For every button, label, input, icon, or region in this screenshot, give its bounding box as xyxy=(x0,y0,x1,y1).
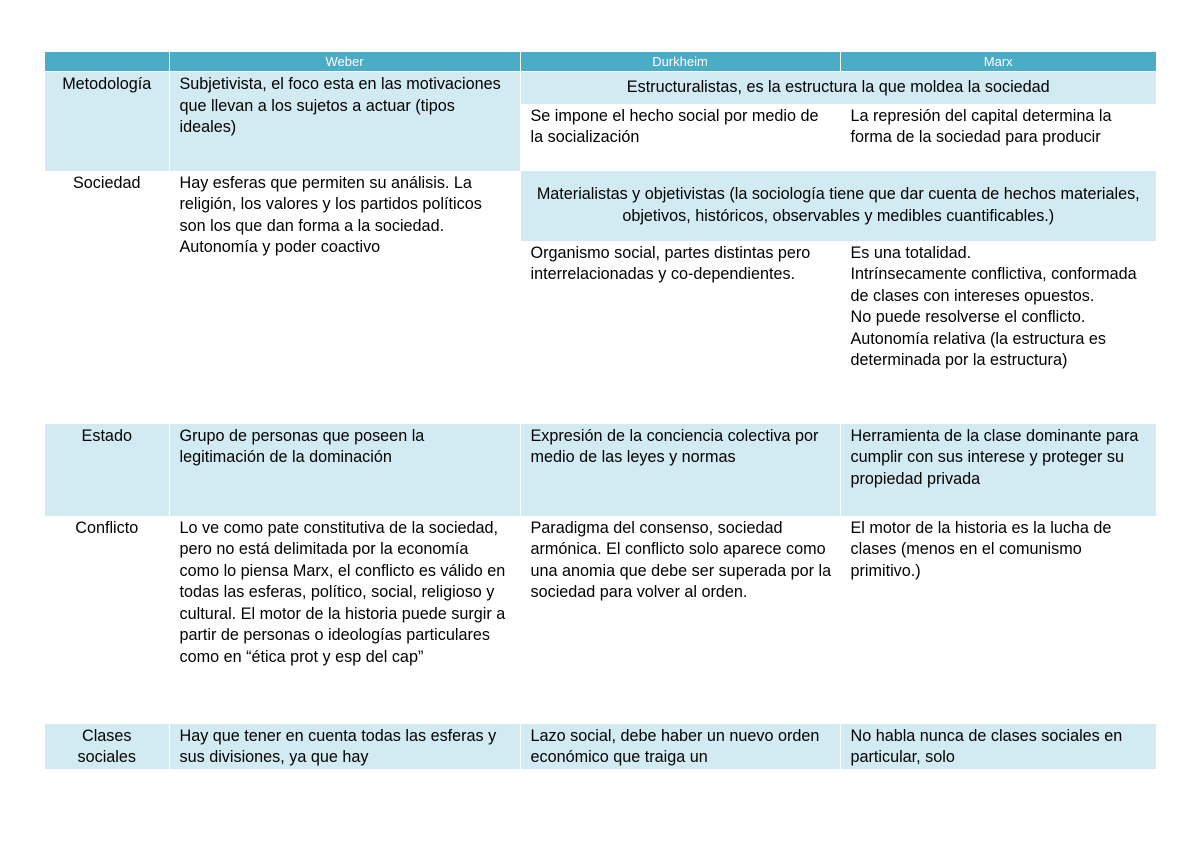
header-cell-empty xyxy=(45,52,169,72)
cell-estado-marx: Herramienta de la clase dominante para cumplir con sus interese y proteger su propiedad privada xyxy=(840,424,1156,516)
cell-metodologia-weber: Subjetivista, el foco esta en las motivaciones que llevan a los sujetos a actuar (tipos ideales) xyxy=(169,72,520,171)
comparison-table xyxy=(45,52,1156,769)
cell-sociedad-durkheim: Organismo social, partes distintas pero interrelacionadas y co-dependientes. xyxy=(520,241,840,424)
row-label-metodologia: Metodología xyxy=(45,72,169,171)
cell-clases-durkheim: Lazo social, debe haber un nuevo orden económico que traiga un xyxy=(520,724,840,769)
header-row xyxy=(45,52,1156,72)
cell-conflicto-marx: El motor de la historia es la lucha de clases (menos en el comunismo primitivo.) xyxy=(840,516,1156,724)
cell-conflicto-durkheim: Paradigma del consenso, sociedad armónica. El conflicto solo aparece como una anomia que debe ser superada por la sociedad para volver al orden. xyxy=(520,516,840,724)
row-label-sociedad: Sociedad xyxy=(45,171,169,424)
table-row-conflicto xyxy=(45,516,1156,724)
cell-metodologia-shared: Estructuralistas, es la estructura la que moldea la sociedad xyxy=(520,72,1156,104)
header-cell-durkheim: Durkheim xyxy=(520,52,840,72)
cell-estado-weber: Grupo de personas que poseen la legitimación de la dominación xyxy=(169,424,520,516)
cell-sociedad-marx: Es una totalidad. Intrínsecamente conflictiva, conformada de clases con intereses opuestos. No puede resolverse el conflicto. Autonomía relativa (la estructura es determinada por la estructura) xyxy=(840,241,1156,424)
table-row-estado xyxy=(45,424,1156,516)
header-cell-weber: Weber xyxy=(169,52,520,72)
row-label-clases-sociales: Clases sociales xyxy=(45,724,169,769)
table-row-clases-sociales xyxy=(45,724,1156,769)
table-row-sociedad xyxy=(45,171,1156,241)
cell-metodologia-durkheim: Se impone el hecho social por medio de la socialización xyxy=(520,104,840,171)
cell-conflicto-weber: Lo ve como pate constitutiva de la sociedad, pero no está delimitada por la economía como lo piensa Marx, el conflicto es válido en todas las esferas, político, social, religioso y cultural. El motor de la historia puede surgir a partir de personas o ideologías particulares como en “ética prot y esp del cap” xyxy=(169,516,520,724)
cell-estado-durkheim: Expresión de la conciencia colectiva por medio de las leyes y normas xyxy=(520,424,840,516)
header-cell-marx: Marx xyxy=(840,52,1156,72)
cell-metodologia-marx: La represión del capital determina la forma de la sociedad para producir xyxy=(840,104,1156,171)
row-label-conflicto: Conflicto xyxy=(45,516,169,724)
cell-sociedad-shared: Materialistas y objetivistas (la sociología tiene que dar cuenta de hechos materiales, objetivos, históricos, observables y medibles cuantificables.) xyxy=(520,171,1156,241)
row-label-estado: Estado xyxy=(45,424,169,516)
table-row-metodologia xyxy=(45,72,1156,104)
cell-clases-weber: Hay que tener en cuenta todas las esferas y sus divisiones, ya que hay xyxy=(169,724,520,769)
cell-clases-marx: No habla nunca de clases sociales en particular, solo xyxy=(840,724,1156,769)
cell-sociedad-weber: Hay esferas que permiten su análisis. La religión, los valores y los partidos políticos son los que dan forma a la sociedad. Autonomía y poder coactivo xyxy=(169,171,520,424)
